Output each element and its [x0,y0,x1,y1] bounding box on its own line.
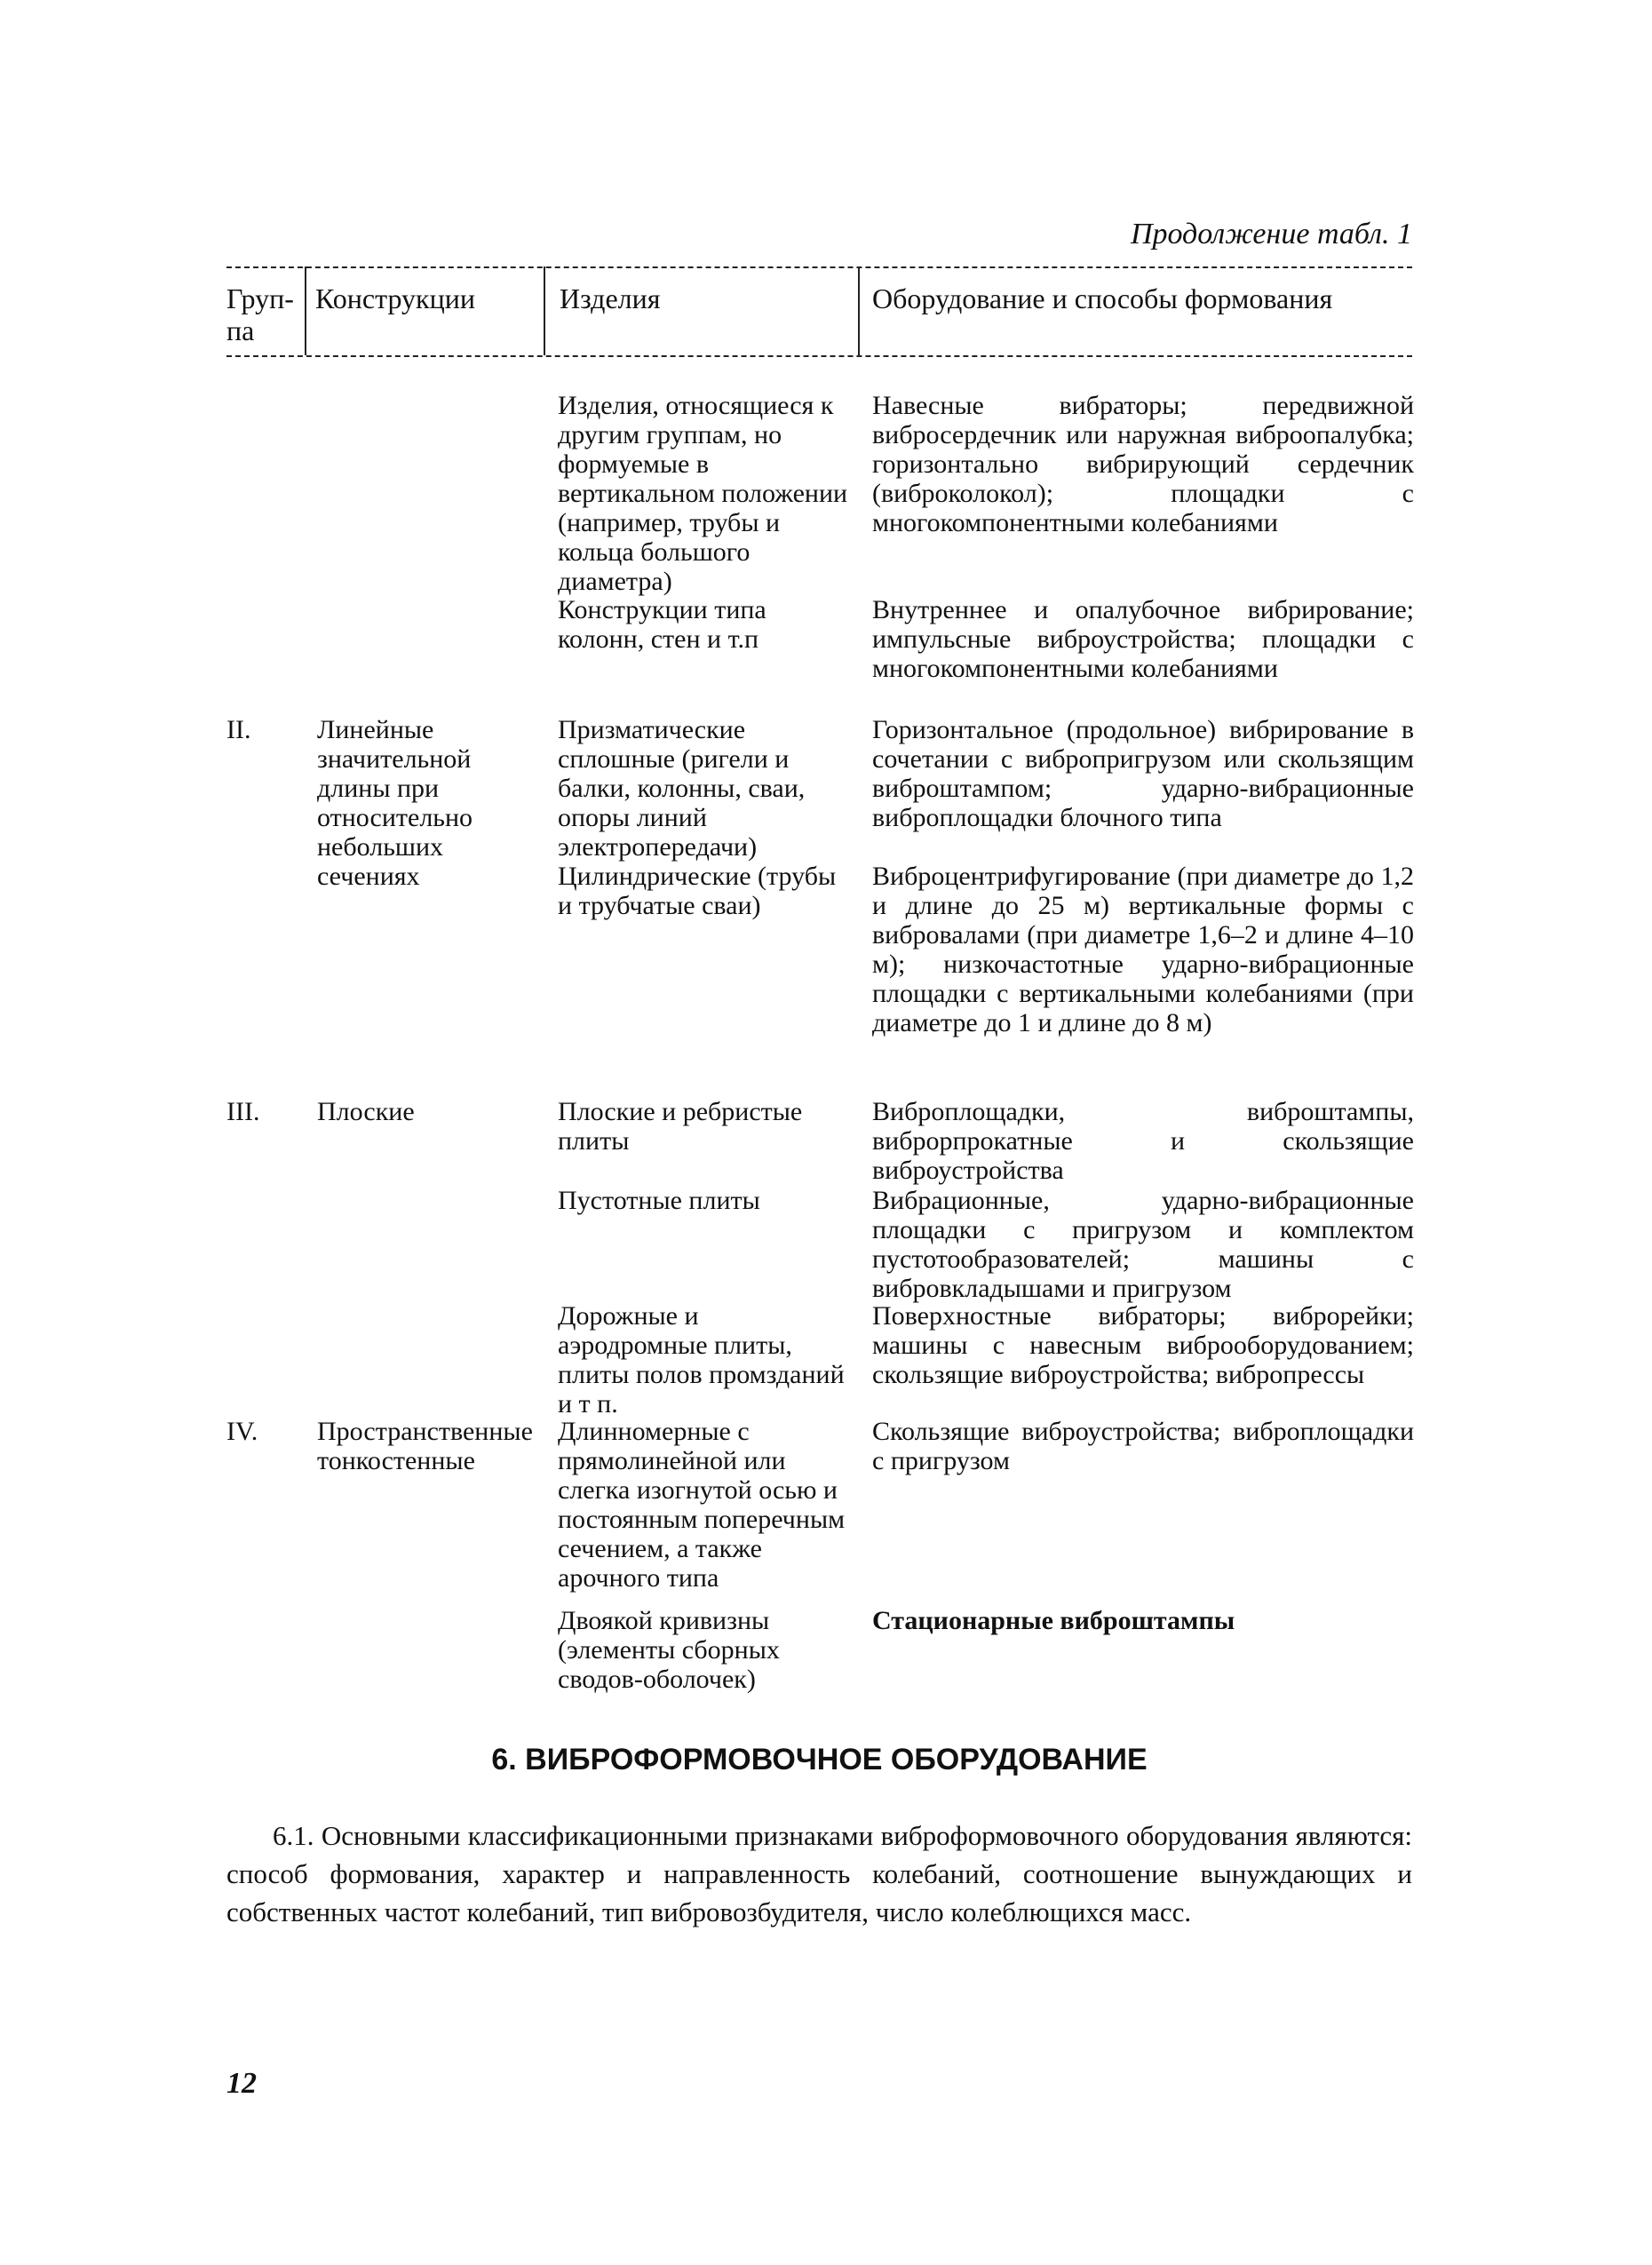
table-cell-products: Пустотные плиты [558,1186,760,1215]
header-constructions: Конструкции [315,282,475,314]
table-cell-equipment: Вибрационные, ударно-вибрационные площадки с пригрузом и комплектом пустотообразователей; машины с вибровкладышами и пригрузом [872,1186,1414,1303]
table-header-rule [226,355,1412,357]
header-divider-2 [544,266,545,355]
table-cell-products: Двоякой кривизны (элементы сборных сводов-оболочек) [558,1606,780,1694]
table-cell-group: II. [226,715,251,744]
table-cell-products: Призматические сплошные (ригели и балки, колонны, сваи, опоры линий электропередачи) [558,715,806,862]
table-cell-equipment: Стационарные виброштампы [872,1606,1235,1635]
table-cell-equipment: Горизонтальное (продольное) вибрирование в сочетании с вибропригрузом или скользящим виброштампом; ударно-вибрационные виброплощадки блочного типа [872,715,1414,832]
header-divider-1 [305,266,306,355]
table-continuation-label: Продолжение табл. 1 [1130,218,1412,250]
header-divider-3 [858,266,860,355]
table-cell-products: Цилиндрические (трубы и трубчатые сваи) [558,862,837,920]
table-cell-products: Изделия, относящиеся к другим группам, но формуемые в вертикальном положении (например, трубы и кольца большого диаметра) [558,391,848,596]
body-paragraph: 6.1. Основными классификационными признаками виброформовочного оборудования являются: способ формования, характер и направленность колебаний, соотношение вынуждающих и собственных частот колебаний, тип вибровозбудителя, число колеблющихся масс. [226,1820,1412,1927]
table-cell-equipment: Скользящие виброустройства; виброплощадки с пригрузом [872,1417,1414,1475]
table-cell-group: IV. [226,1417,258,1446]
table-cell-constructions: Плоские [317,1097,415,1126]
table-cell-products: Плоские и ребристые плиты [558,1097,803,1156]
page-number: 12 [226,2067,257,2100]
table-cell-equipment: Виброцентрифугирование (при диаметре до 1,2 и длине до 25 м) вертикальные формы с вибровалами (при диаметре 1,6–2 и длине 4–10 м); низкочастотные ударно-вибрационные площадки с вертикальными колебаниями (при диаметре до 1 и длине до 8 м) [872,862,1414,1037]
table-cell-constructions: Пространственные тонкостенные [317,1417,533,1475]
table-cell-equipment: Поверхностные вибраторы; виброрейки; машины с навесным виброоборудованием; скользящие виброустройства; вибропрессы [872,1301,1414,1389]
table-cell-constructions: Линейные значительной длины при относительно небольших сечениях [317,715,473,891]
table-cell-equipment: Внутреннее и опалубочное вибрирование; импульсные виброустройства; площадки с многокомпонентными колебаниями [872,595,1414,683]
table-cell-products: Длинномерные с прямолинейной или слегка изогнутой осью и постоянным поперечным сечением, а также арочного типа [558,1417,846,1593]
table-top-rule [226,266,1412,268]
header-products: Изделия [560,282,661,314]
table-cell-products: Конструкции типа колонн, стен и т.п [558,595,766,654]
header-equipment: Оборудование и способы формования [872,282,1333,314]
table-cell-equipment: Навесные вибраторы; передвижной вибросердечник или наружная виброопалубка; горизонтально вибрирующий сердечник (виброколокол); площадки с многокомпонентными колебаниями [872,391,1414,537]
table-cell-equipment: Виброплощадки, виброштампы, виброрпрокатные и скользящие виброустройства [872,1097,1414,1185]
table-cell-products: Дорожные и аэродромные плиты, плиты полов промзданий и т п. [558,1301,845,1419]
header-group: Груп-па [226,282,294,346]
table-cell-group: III. [226,1097,260,1126]
section-heading: 6. ВИБРОФОРМОВОЧНОЕ ОБОРУДОВАНИЕ [491,1743,1148,1776]
